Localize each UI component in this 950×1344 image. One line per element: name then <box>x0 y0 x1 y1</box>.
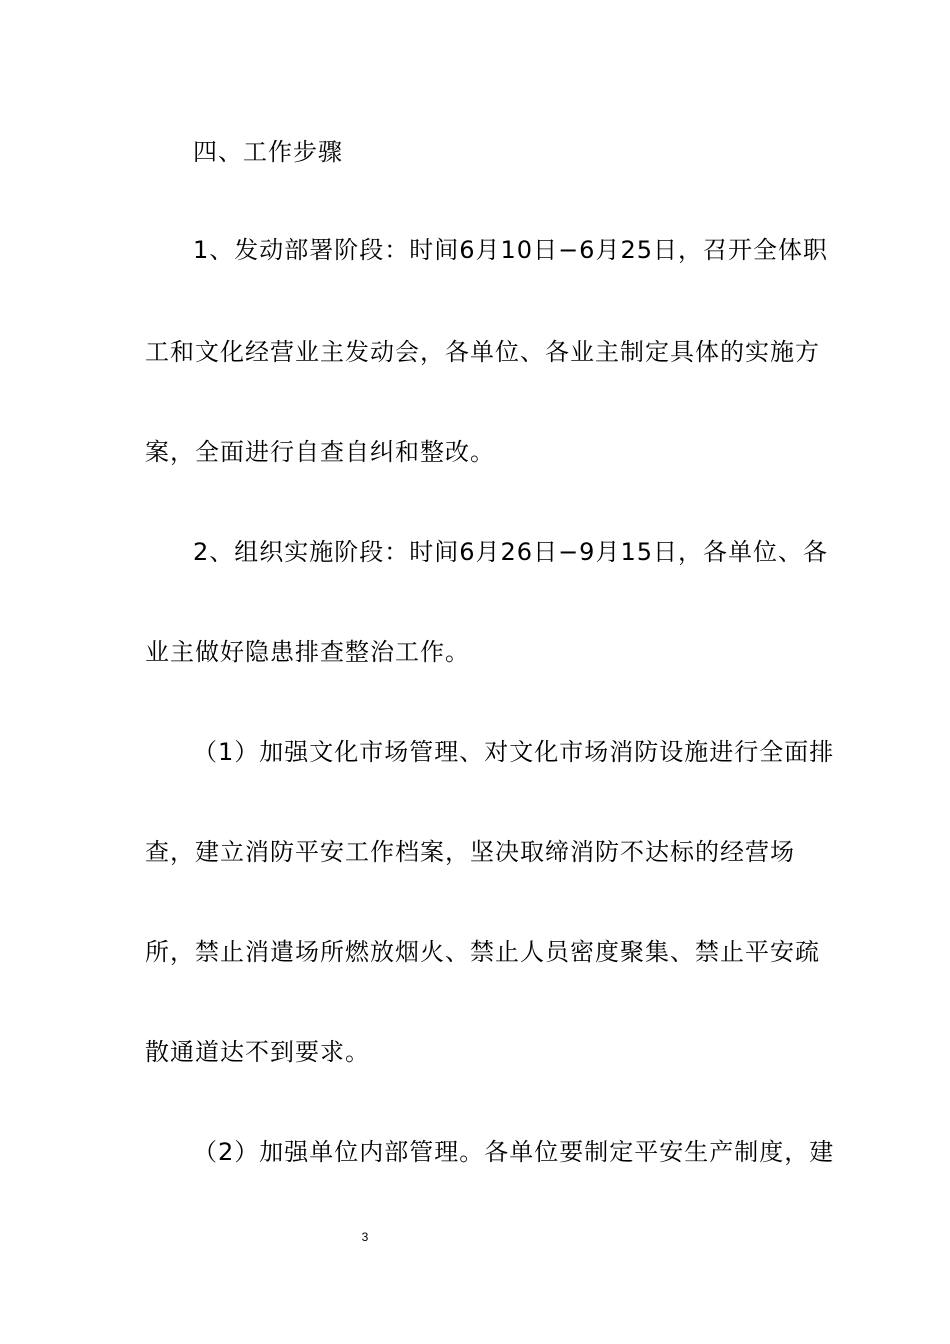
paragraph-line: （1）加强文化市场管理、对文化市场消防设施进行全面排 <box>193 738 835 766</box>
paragraph-line: 2、组织实施阶段：时间6月26日−9月15日，各单位、各 <box>193 538 828 566</box>
paragraph-line: 业主做好隐患排查整治工作。 <box>145 638 470 666</box>
paragraph-line: 案，全面进行自查自纠和整改。 <box>145 438 495 466</box>
paragraph-line: 1、发动部署阶段：时间6月10日−6月25日，召开全体职 <box>193 236 828 264</box>
section-heading: 四、工作步骤 <box>193 138 343 166</box>
page-number: 3 <box>361 1230 369 1244</box>
paragraph-line: 查，建立消防平安工作档案，坚决取缔消防不达标的经营场 <box>145 838 795 866</box>
paragraph-line: 工和文化经营业主发动会，各单位、各业主制定具体的实施方 <box>145 338 820 366</box>
paragraph-line: 散通道达不到要求。 <box>145 1038 370 1066</box>
paragraph-line: （2）加强单位内部管理。各单位要制定平安生产制度，建 <box>193 1138 835 1166</box>
paragraph-line: 所，禁止消遣场所燃放烟火、禁止人员密度聚集、禁止平安疏 <box>145 938 820 966</box>
